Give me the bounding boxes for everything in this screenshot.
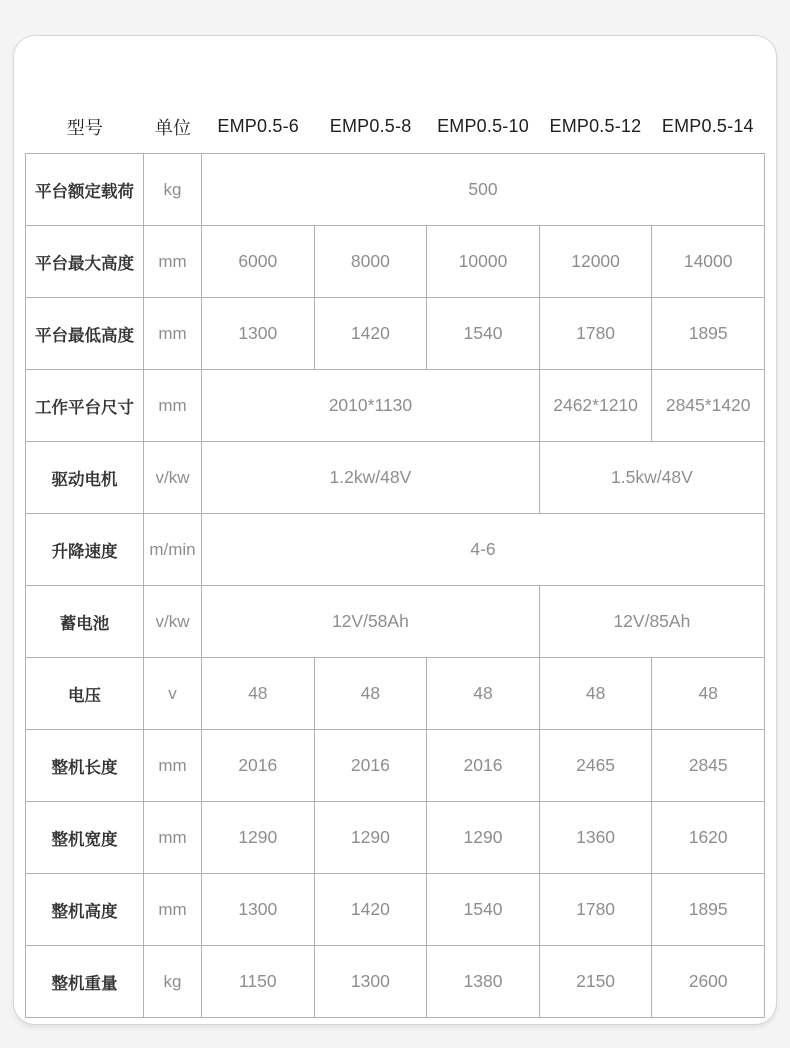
header-model-name: EMP0.5-8 <box>329 116 412 136</box>
row-label: 整机长度 <box>26 730 144 802</box>
value-cell: 2150 <box>539 946 652 1018</box>
table-row <box>26 442 765 514</box>
row-label: 平台额定载荷 <box>26 154 144 226</box>
header-model-name: EMP0.5-12 <box>549 116 642 136</box>
table-row <box>26 658 765 730</box>
row-label: 平台最大高度 <box>26 226 144 298</box>
row-label: 升降速度 <box>26 514 144 586</box>
value-cell: 1.2kw/48V <box>202 442 540 514</box>
row-unit: v/kw <box>144 442 202 514</box>
header-model-label: 型号 <box>66 117 104 138</box>
value-cell: 4-6 <box>202 514 765 586</box>
row-label: 蓄电池 <box>26 586 144 658</box>
row-unit: kg <box>144 946 202 1018</box>
value-cell: 1300 <box>314 946 427 1018</box>
table-row <box>26 226 765 298</box>
value-cell: 2845*1420 <box>652 370 765 442</box>
value-cell: 2016 <box>314 730 427 802</box>
value-cell: 2010*1130 <box>202 370 540 442</box>
row-unit: mm <box>144 370 202 442</box>
row-label: 驱动电机 <box>26 442 144 514</box>
row-label: 电压 <box>26 658 144 730</box>
row-unit: mm <box>144 802 202 874</box>
row-unit: mm <box>144 730 202 802</box>
table-row <box>26 946 765 1018</box>
table-row <box>26 298 765 370</box>
value-cell: 2600 <box>652 946 765 1018</box>
value-cell: 1.5kw/48V <box>539 442 764 514</box>
value-cell: 1290 <box>427 802 540 874</box>
table-row <box>26 730 765 802</box>
table-row <box>26 154 765 226</box>
value-cell: 48 <box>314 658 427 730</box>
value-cell: 1420 <box>314 874 427 946</box>
value-cell: 2462*1210 <box>539 370 652 442</box>
spec-table <box>25 153 765 1018</box>
value-cell: 2016 <box>427 730 540 802</box>
header-model-name: EMP0.5-14 <box>661 116 754 136</box>
row-unit: v <box>144 658 202 730</box>
row-unit: mm <box>144 298 202 370</box>
row-unit: kg <box>144 154 202 226</box>
row-unit: mm <box>144 226 202 298</box>
value-cell: 1290 <box>314 802 427 874</box>
spec-card <box>13 35 777 1025</box>
row-label: 工作平台尺寸 <box>26 370 144 442</box>
value-cell: 12V/85Ah <box>539 586 764 658</box>
value-cell: 8000 <box>314 226 427 298</box>
value-cell: 1895 <box>652 874 765 946</box>
header-model-name: EMP0.5-6 <box>217 116 300 136</box>
value-cell: 500 <box>202 154 765 226</box>
value-cell: 14000 <box>652 226 765 298</box>
value-cell: 1620 <box>652 802 765 874</box>
value-cell: 1150 <box>202 946 315 1018</box>
value-cell: 1380 <box>427 946 540 1018</box>
row-unit: v/kw <box>144 586 202 658</box>
table-row <box>26 874 765 946</box>
value-cell: 1780 <box>539 874 652 946</box>
value-cell: 1300 <box>202 874 315 946</box>
value-cell: 1290 <box>202 802 315 874</box>
value-cell: 48 <box>427 658 540 730</box>
row-label: 平台最低高度 <box>26 298 144 370</box>
table-row <box>26 802 765 874</box>
table-header-row <box>26 100 764 153</box>
value-cell: 1780 <box>539 298 652 370</box>
value-cell: 48 <box>652 658 765 730</box>
header-unit-label: 单位 <box>154 117 192 138</box>
value-cell: 48 <box>539 658 652 730</box>
value-cell: 12V/58Ah <box>202 586 540 658</box>
value-cell: 2465 <box>539 730 652 802</box>
value-cell: 1895 <box>652 298 765 370</box>
row-unit: mm <box>144 874 202 946</box>
value-cell: 2845 <box>652 730 765 802</box>
value-cell: 1360 <box>539 802 652 874</box>
value-cell: 1420 <box>314 298 427 370</box>
table-row <box>26 586 765 658</box>
row-label: 整机高度 <box>26 874 144 946</box>
row-unit: m/min <box>144 514 202 586</box>
value-cell: 1300 <box>202 298 315 370</box>
value-cell: 1540 <box>427 874 540 946</box>
row-label: 整机宽度 <box>26 802 144 874</box>
row-label: 整机重量 <box>26 946 144 1018</box>
value-cell: 2016 <box>202 730 315 802</box>
header-model-name: EMP0.5-10 <box>437 116 529 136</box>
table-row <box>26 370 765 442</box>
value-cell: 12000 <box>539 226 652 298</box>
value-cell: 1540 <box>427 298 540 370</box>
value-cell: 10000 <box>427 226 540 298</box>
value-cell: 6000 <box>202 226 315 298</box>
value-cell: 48 <box>202 658 315 730</box>
table-row <box>26 514 765 586</box>
